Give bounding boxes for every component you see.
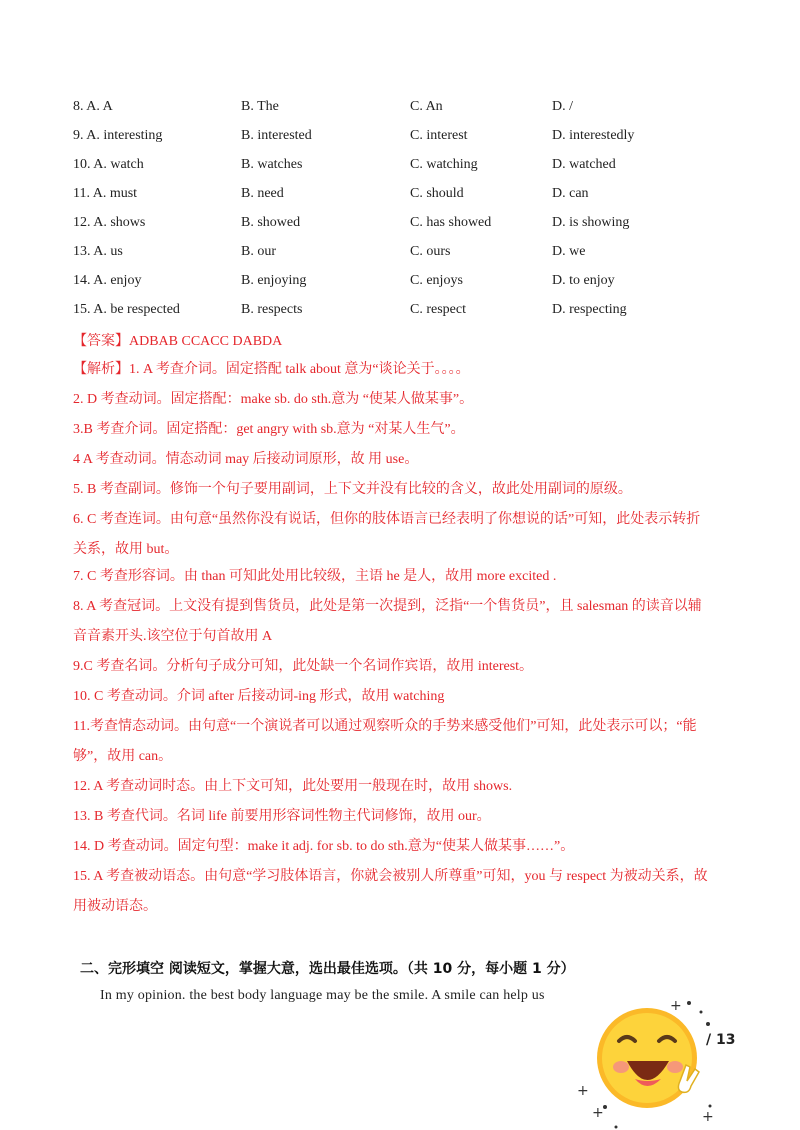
option-d: D. interestedly — [552, 128, 635, 143]
analysis-line: 13. B 考查代词。名词 life 前要用形容词性物主代词修饰，故用 our。 — [73, 809, 491, 824]
option-row — [73, 212, 753, 241]
analysis-line: 14. D 考查动词。固定句型：make it adj. for sb. to do sth.意为“使某人做某事……”。 — [73, 839, 575, 854]
option-b: B. our — [241, 244, 276, 259]
svg-text:+: + — [670, 998, 682, 1014]
option-a: 12. A. shows — [73, 215, 146, 230]
option-a: 15. A. be respected — [73, 302, 180, 317]
option-row — [73, 270, 753, 299]
page-number: / 13 — [706, 1032, 736, 1048]
option-c: C. should — [410, 186, 464, 201]
option-c: C. respect — [410, 302, 466, 317]
option-row — [73, 96, 753, 125]
section-title: 二、完形填空 阅读短文，掌握大意，选出最佳选项。（共 10 分，每小题 1 分） — [80, 961, 575, 977]
option-c: C. interest — [410, 128, 468, 143]
analysis-line: 11.考查情态动词。由句意“一个演说者可以通过观察听众的手势来感受他们”可知，此处表示可以；“能 — [73, 719, 697, 734]
option-a: 13. A. us — [73, 244, 123, 259]
analysis-line: 8. A 考查冠词。上文没有提到售货员，此处是第一次提到，泛指“一个售货员”，且 salesman 的读音以辅 — [73, 599, 702, 614]
analysis-line: 15. A 考查被动语态。由句意“学习肢体语言，你就会被别人所尊重”可知，you 与 respect 为被动关系，故 — [73, 869, 708, 884]
analysis-line: 6. C 考查连词。由句意“虽然你没有说话，但你的肢体语言已经表明了你想说的话”可知，此处表示转折 — [73, 512, 701, 527]
analysis-line: 够”，故用 can。 — [73, 749, 173, 764]
svg-text:+: + — [702, 1109, 714, 1125]
option-d: D. to enjoy — [552, 273, 615, 288]
analysis-line: 9.C 考查名词。分析句子成分可知，此处缺一个名词作宾语，故用 interest。 — [73, 659, 534, 674]
option-row — [73, 154, 753, 183]
option-c: C. An — [410, 99, 443, 114]
option-d: D. can — [552, 186, 589, 201]
svg-text:+: + — [577, 1083, 589, 1099]
analysis-line: 【解析】1. A 考查介词。固定搭配 talk about 意为“谈论关于。。。。 — [73, 362, 470, 377]
option-row — [73, 241, 753, 270]
option-c: C. has showed — [410, 215, 492, 230]
options-list — [73, 96, 753, 328]
option-a: 10. A. watch — [73, 157, 144, 172]
passage-paragraph: In my opinion. the best body language may be the smile. A smile can help us — [100, 988, 545, 1003]
analysis-line: 音音素开头.该空位于句首故用 A — [73, 629, 273, 644]
option-row — [73, 125, 753, 154]
analysis-line: 12. A 考查动词时态。由上下文可知，此处要用一般现在时，故用 shows. — [73, 779, 513, 794]
analysis-line: 2. D 考查动词。固定搭配：make sb. do sth.意为 “使某人做某事”。 — [73, 392, 474, 407]
option-c: C. watching — [410, 157, 478, 172]
option-c: C. enjoys — [410, 273, 463, 288]
analysis-line: 用被动语态。 — [73, 899, 157, 914]
analysis-line: 关系，故用 but。 — [73, 542, 179, 557]
option-a: 9. A. interesting — [73, 128, 163, 143]
analysis-line: 5. B 考查副词。修饰一个句子要用副词，上下文并没有比较的含义，故此处用副词的原级。 — [73, 482, 632, 497]
option-b: B. interested — [241, 128, 312, 143]
option-d: D. is showing — [552, 215, 630, 230]
analysis-line: 7. C 考查形容词。由 than 可知此处用比较级，主语 he 是人，故用 more excited . — [73, 569, 557, 584]
option-a: 11. A. must — [73, 186, 138, 201]
analysis-line: 4 A 考查动词。情态动词 may 后接动词原形，故 用 use。 — [73, 452, 419, 467]
svg-text:+: + — [592, 1105, 604, 1121]
option-b: B. enjoying — [241, 273, 307, 288]
option-b: B. The — [241, 99, 279, 114]
analysis-line: 10. C 考查动词。介词 after 后接动词-ing 形式，故用 watching — [73, 689, 445, 704]
smiley-face-icon — [575, 995, 740, 1130]
option-b: B. watches — [241, 157, 303, 172]
option-b: B. respects — [241, 302, 303, 317]
option-d: D. watched — [552, 157, 616, 172]
option-d: D. we — [552, 244, 586, 259]
answer-key: 【答案】ADBAB CCACC DABDA — [73, 334, 283, 349]
option-row — [73, 299, 753, 328]
option-row — [73, 183, 753, 212]
analysis-line: 3.B 考查介词。固定搭配：get angry with sb.意为 “对某人生气”。 — [73, 422, 465, 437]
option-c: C. ours — [410, 244, 451, 259]
option-a: 14. A. enjoy — [73, 273, 142, 288]
option-d: D. / — [552, 99, 573, 114]
option-b: B. showed — [241, 215, 301, 230]
option-a: 8. A. A — [73, 99, 113, 114]
analysis-block — [73, 359, 733, 926]
option-d: D. respecting — [552, 302, 627, 317]
option-b: B. need — [241, 186, 284, 201]
